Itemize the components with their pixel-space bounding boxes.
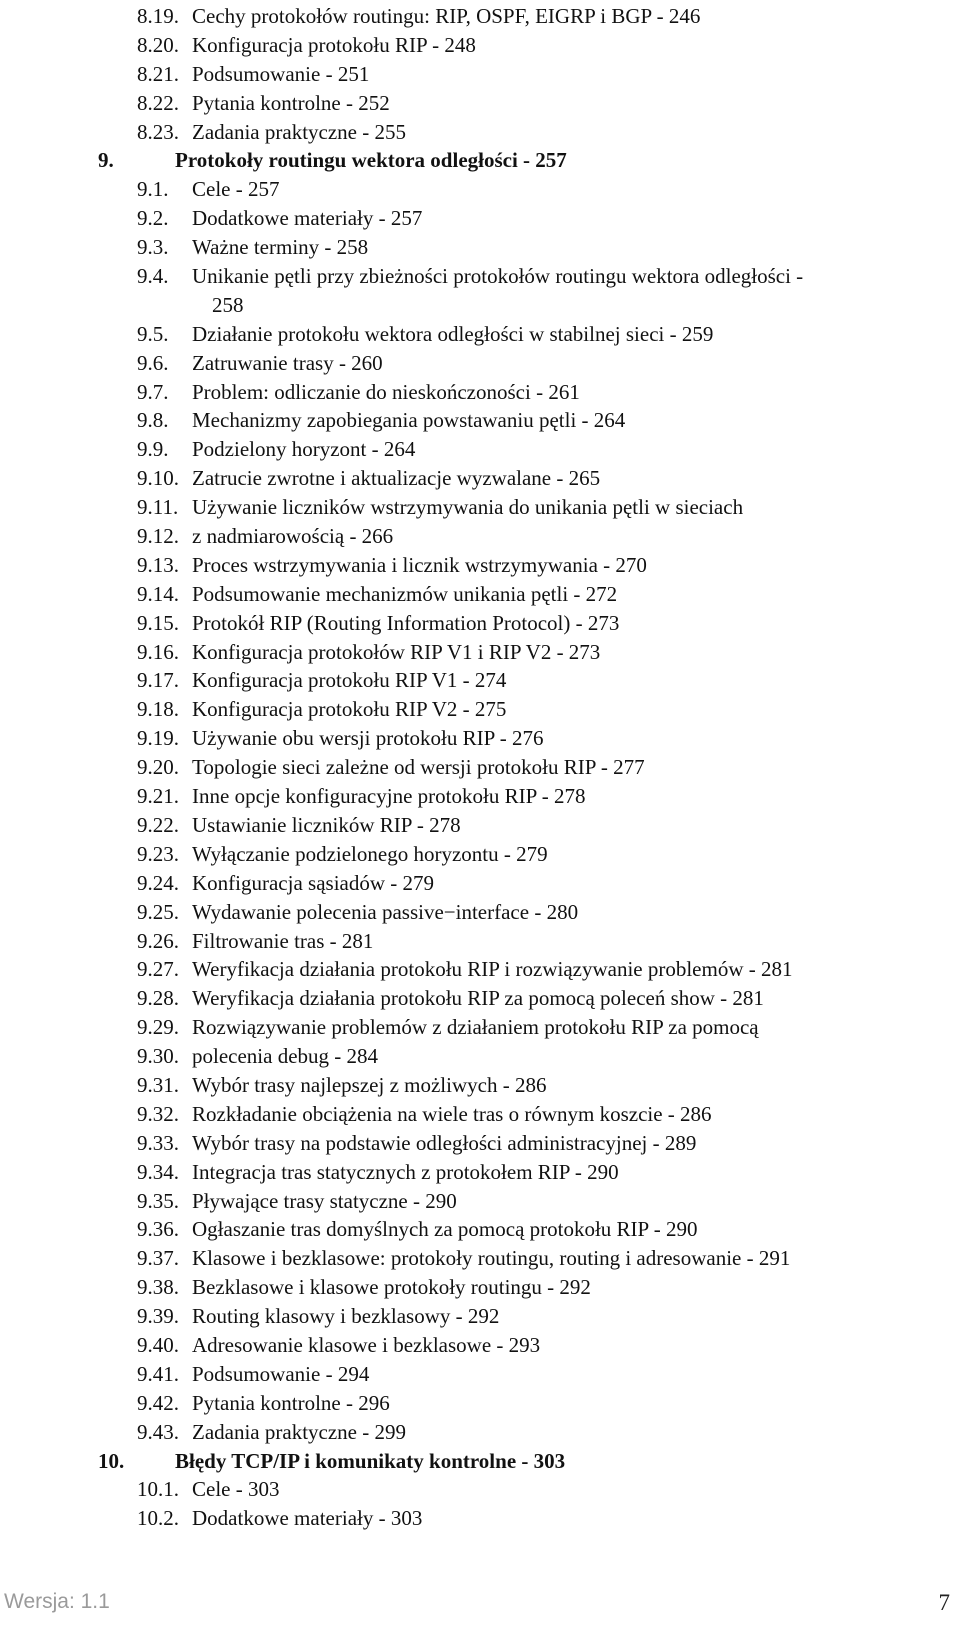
toc-entry-number: 9.6.	[137, 350, 169, 375]
toc-entry-title: Integracja tras statycznych z protokołem RIP - 290	[192, 1159, 619, 1184]
toc-entry-number: 10.	[98, 1448, 125, 1473]
toc-chapter	[0, 1447, 960, 1476]
toc-entry-number: 9.23.	[137, 841, 179, 866]
toc-entry-title: Ogłaszanie tras domyślnych za pomocą protokołu RIP - 290	[192, 1217, 698, 1242]
toc-entry-title: Cechy protokołów routingu: RIP, OSPF, EIGRP i BGP - 246	[192, 4, 701, 28]
toc-entry-number: 9.38.	[137, 1275, 179, 1300]
toc-entry	[0, 811, 960, 840]
toc-entry-title: z nadmiarowością - 266	[192, 524, 394, 549]
toc-entry-title: Protokoły routingu wektora odległości - 257	[175, 148, 567, 173]
toc-entry	[0, 666, 960, 695]
toc-entry-title: Podsumowanie - 251	[192, 61, 370, 86]
toc-entry-number: 8.21.	[137, 61, 179, 86]
toc-chapter	[0, 146, 960, 175]
toc-entry	[0, 2, 960, 31]
toc-entry	[0, 1013, 960, 1042]
toc-entry-number: 8.22.	[137, 90, 179, 115]
toc-entry	[0, 349, 960, 378]
toc-entry-title: Weryfikacja działania protokołu RIP za pomocą poleceń show - 281	[192, 986, 764, 1011]
toc-entry	[0, 1418, 960, 1447]
version-label: Wersja: 1.1	[4, 1590, 110, 1613]
table-of-contents	[0, 2, 960, 1533]
toc-entry-number: 9.35.	[137, 1188, 179, 1213]
toc-entry-number: 9.29.	[137, 1015, 179, 1040]
toc-entry-number: 9.41.	[137, 1361, 179, 1386]
toc-entry-number: 9.30.	[137, 1044, 179, 1069]
toc-entry-title: Zadania praktyczne - 299	[192, 1419, 406, 1444]
toc-entry	[0, 464, 960, 493]
toc-entry-title: Wydawanie polecenia passive−interface - 280	[192, 899, 579, 924]
toc-entry	[0, 320, 960, 349]
toc-entry	[0, 1244, 960, 1273]
toc-entry-number: 9.16.	[137, 639, 179, 664]
toc-entry	[0, 984, 960, 1013]
toc-entry-number: 9.32.	[137, 1101, 179, 1126]
toc-entry	[0, 1158, 960, 1187]
toc-entry-number: 9.10.	[137, 466, 179, 491]
toc-entry	[0, 638, 960, 667]
toc-entry-title: Podzielony horyzont - 264	[192, 437, 416, 462]
toc-entry-number: 9.42.	[137, 1390, 179, 1415]
toc-entry-title: Wybór trasy najlepszej z możliwych - 286	[192, 1072, 547, 1097]
toc-entry-title: Klasowe i bezklasowe: protokoły routingu, routing i adresowanie - 291	[192, 1246, 791, 1271]
page-number: 7	[938, 1590, 950, 1615]
toc-entry	[0, 840, 960, 869]
toc-entry	[0, 175, 960, 204]
toc-entry-title: Unikanie pętli przy zbieżności protokołów routingu wektora odległości -	[192, 264, 804, 289]
toc-entry-title: Topologie sieci zależne od wersji protokołu RIP - 277	[192, 755, 645, 780]
toc-entry-number: 10.2.	[137, 1506, 179, 1531]
toc-entry-title: Używanie obu wersji protokołu RIP - 276	[192, 726, 544, 751]
toc-entry-title: Weryfikacja działania protokołu RIP i rozwiązywanie problemów - 281	[192, 957, 793, 982]
toc-entry-number: 10.1.	[137, 1477, 179, 1502]
toc-entry	[0, 551, 960, 580]
toc-entry	[0, 1360, 960, 1389]
toc-entry	[0, 291, 960, 320]
toc-entry	[0, 1389, 960, 1418]
toc-entry-title: Konfiguracja protokołu RIP V1 - 274	[192, 668, 507, 693]
toc-entry-number: 9.19.	[137, 726, 179, 751]
toc-entry-title: Cele - 257	[192, 177, 280, 202]
toc-entry-title: Adresowanie klasowe i bezklasowe - 293	[192, 1332, 541, 1357]
toc-entry-number: 8.20.	[137, 32, 179, 57]
toc-entry-title: Podsumowanie - 294	[192, 1361, 370, 1386]
toc-entry-title: Zatruwanie trasy - 260	[192, 350, 383, 375]
toc-entry-title: Rozkładanie obciążenia na wiele tras o równym koszcie - 286	[192, 1101, 712, 1126]
toc-entry-title: Filtrowanie tras - 281	[192, 928, 374, 953]
toc-entry	[0, 60, 960, 89]
toc-entry-title: Wyłączanie podzielonego horyzontu - 279	[192, 841, 548, 866]
toc-entry-number: 9.21.	[137, 784, 179, 809]
toc-entry-title: Routing klasowy i bezklasowy - 292	[192, 1304, 500, 1329]
toc-entry	[0, 378, 960, 407]
toc-entry-title: Zatrucie zwrotne i aktualizacje wyzwalane - 265	[192, 466, 601, 491]
toc-entry-title: Inne opcje konfiguracyjne protokołu RIP - 278	[192, 784, 586, 809]
toc-entry-number: 9.26.	[137, 928, 179, 953]
toc-entry-number: 9.22.	[137, 812, 179, 837]
toc-entry-title: Podsumowanie mechanizmów unikania pętli - 272	[192, 581, 618, 606]
toc-entry-number: 9.39.	[137, 1304, 179, 1329]
toc-entry-title: Mechanizmy zapobiegania powstawaniu pętli - 264	[192, 408, 626, 433]
toc-entry	[0, 435, 960, 464]
toc-entry-number: 9.24.	[137, 870, 179, 895]
toc-entry-title: Ustawianie liczników RIP - 278	[192, 812, 461, 837]
toc-entry-number: 9.17.	[137, 668, 179, 693]
toc-entry	[0, 898, 960, 927]
toc-entry-number: 9.12.	[137, 524, 179, 549]
toc-entry	[0, 1129, 960, 1158]
toc-entry	[0, 753, 960, 782]
toc-entry-number: 9.37.	[137, 1246, 179, 1271]
toc-entry-number: 9.25.	[137, 899, 179, 924]
toc-entry	[0, 204, 960, 233]
toc-entry	[0, 493, 960, 522]
toc-entry-number: 9.14.	[137, 581, 179, 606]
toc-entry	[0, 724, 960, 753]
toc-entry-title: Bezklasowe i klasowe protokoły routingu - 292	[192, 1275, 591, 1300]
toc-entry-number: 9.1.	[137, 177, 169, 202]
toc-entry-number: 9.7.	[137, 379, 169, 404]
toc-entry-number: 9.13.	[137, 552, 179, 577]
toc-entry-number: 9.20.	[137, 755, 179, 780]
toc-entry	[0, 118, 960, 147]
toc-entry	[0, 580, 960, 609]
toc-entry	[0, 955, 960, 984]
toc-entry	[0, 522, 960, 551]
toc-entry	[0, 927, 960, 956]
toc-entry-title: Konfiguracja protokołu RIP V2 - 275	[192, 697, 507, 722]
toc-entry	[0, 609, 960, 638]
toc-entry-number: 9.8.	[137, 408, 169, 433]
toc-entry	[0, 406, 960, 435]
toc-entry-number: 9.2.	[137, 206, 169, 231]
toc-entry	[0, 1331, 960, 1360]
toc-entry-title: Proces wstrzymywania i licznik wstrzymywania - 270	[192, 552, 647, 577]
toc-entry-title: Rozwiązywanie problemów z działaniem protokołu RIP za pomocą	[192, 1015, 759, 1040]
toc-entry-number: 9.	[98, 148, 114, 173]
toc-entry-number: 9.3.	[137, 235, 169, 260]
toc-entry-title: 258	[212, 292, 244, 317]
toc-entry	[0, 1187, 960, 1216]
toc-entry-title: Dodatkowe materiały - 303	[192, 1506, 423, 1531]
toc-entry-title: Konfiguracja protokołu RIP - 248	[192, 32, 476, 57]
toc-entry	[0, 1215, 960, 1244]
toc-entry-number: 9.15.	[137, 610, 179, 635]
toc-entry-number: 9.18.	[137, 697, 179, 722]
toc-entry	[0, 695, 960, 724]
page-footer	[0, 1590, 960, 1622]
toc-entry-number: 9.31.	[137, 1072, 179, 1097]
toc-entry	[0, 1475, 960, 1504]
toc-entry-title: Pytania kontrolne - 296	[192, 1390, 390, 1415]
toc-entry	[0, 1273, 960, 1302]
toc-entry-title: Używanie liczników wstrzymywania do unikania pętli w sieciach	[192, 495, 744, 520]
toc-entry-number: 8.19.	[137, 4, 179, 28]
toc-entry	[0, 1504, 960, 1533]
toc-entry-title: Konfiguracja protokołów RIP V1 i RIP V2 - 273	[192, 639, 601, 664]
toc-entry-number: 9.28.	[137, 986, 179, 1011]
toc-entry-number: 9.9.	[137, 437, 169, 462]
toc-entry	[0, 1100, 960, 1129]
toc-entry-title: Problem: odliczanie do nieskończoności - 261	[192, 379, 580, 404]
toc-entry-number: 9.4.	[137, 264, 169, 289]
toc-entry-title: Dodatkowe materiały - 257	[192, 206, 423, 231]
toc-entry	[0, 1042, 960, 1071]
toc-entry-title: Ważne terminy - 258	[192, 235, 369, 260]
toc-entry-title: Protokół RIP (Routing Information Protocol) - 273	[192, 610, 620, 635]
toc-entry-number: 9.40.	[137, 1332, 179, 1357]
toc-entry	[0, 31, 960, 60]
toc-entry-title: Pływające trasy statyczne - 290	[192, 1188, 457, 1213]
toc-entry-title: Pytania kontrolne - 252	[192, 90, 390, 115]
toc-entry-number: 9.27.	[137, 957, 179, 982]
toc-entry-number: 9.33.	[137, 1130, 179, 1155]
toc-entry-number: 9.43.	[137, 1419, 179, 1444]
toc-entry-number: 9.5.	[137, 321, 169, 346]
toc-entry	[0, 1302, 960, 1331]
toc-entry-title: Konfiguracja sąsiadów - 279	[192, 870, 435, 895]
toc-entry-title: Błędy TCP/IP i komunikaty kontrolne - 303	[175, 1448, 566, 1473]
toc-entry-title: polecenia debug - 284	[192, 1044, 379, 1069]
toc-entry	[0, 869, 960, 898]
toc-entry	[0, 262, 960, 291]
toc-entry-number: 8.23.	[137, 119, 179, 144]
toc-entry-title: Zadania praktyczne - 255	[192, 119, 406, 144]
toc-entry-number: 9.34.	[137, 1159, 179, 1184]
toc-entry-title: Wybór trasy na podstawie odległości administracyjnej - 289	[192, 1130, 697, 1155]
toc-entry-title: Cele - 303	[192, 1477, 280, 1502]
toc-entry	[0, 782, 960, 811]
toc-entry-number: 9.36.	[137, 1217, 179, 1242]
toc-entry	[0, 89, 960, 118]
toc-entry-number: 9.11.	[137, 495, 179, 520]
toc-entry	[0, 1071, 960, 1100]
toc-entry	[0, 233, 960, 262]
toc-entry-title: Działanie protokołu wektora odległości w stabilnej sieci - 259	[192, 321, 714, 346]
